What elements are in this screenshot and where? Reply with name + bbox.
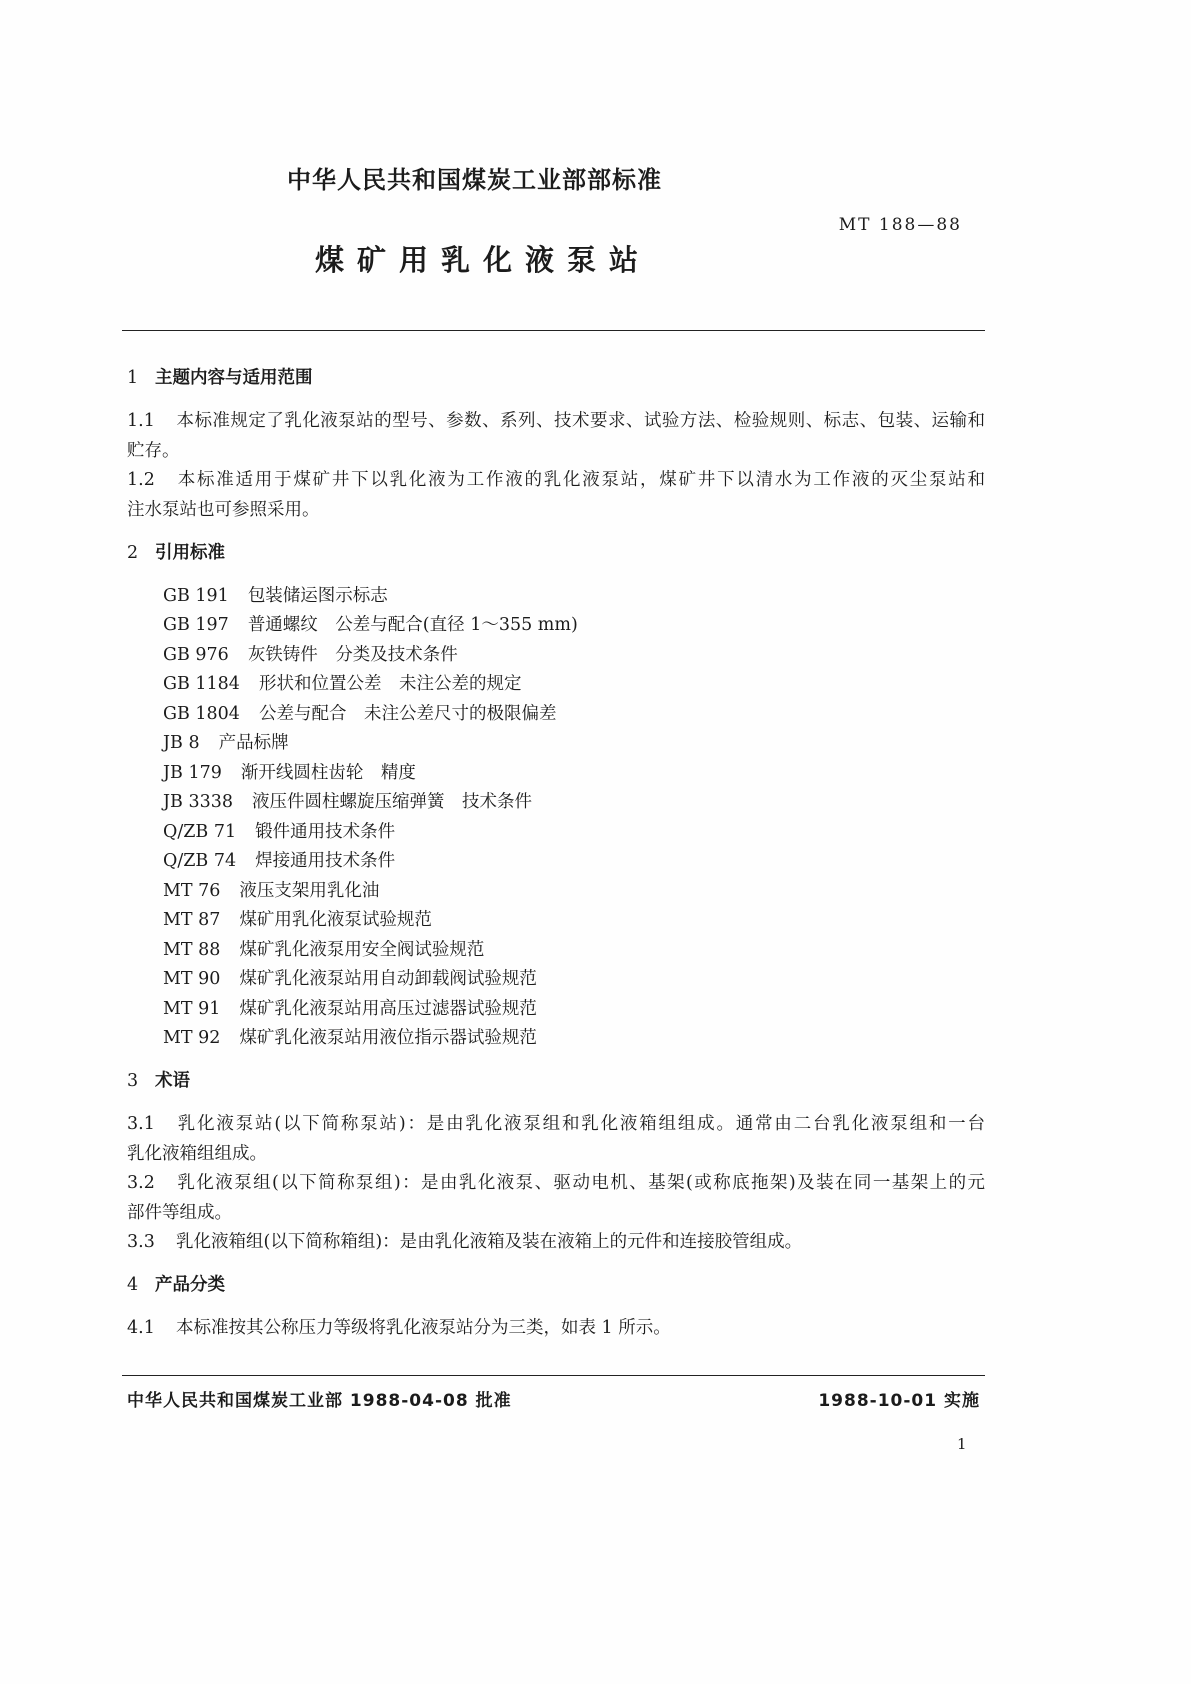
clause-line [127,1314,985,1344]
clause-text: 本标准适用于煤矿井下以乳化液为工作液的乳化液泵站，煤矿井下以清水为工作液的灭尘泵站和 [176,470,985,490]
document-body [127,364,985,1344]
reference-code: Q/ZB 74 [163,851,237,871]
issuing-authority-heading: 中华人民共和国煤炭工业部部标准 [287,166,662,194]
reference-code: MT 87 [163,910,221,930]
reference-title: 产品标牌 [218,733,289,753]
clause-text: 乳化液箱组(以下简称箱组)：是由乳化液箱及装在液箱上的元件和连接胶管组成。 [176,1232,803,1252]
reference-item [163,995,985,1025]
reference-item [163,670,985,700]
standard-number: MT 188—88 [838,215,962,235]
reference-code: GB 197 [163,615,229,635]
reference-item [163,906,985,936]
reference-item [163,936,985,966]
clause-1-2 [127,466,985,525]
reference-code: JB 8 [163,733,200,753]
clause-line [127,1228,985,1258]
reference-title: 煤矿乳化液泵站用自动卸载阀试验规范 [239,969,537,989]
reference-item [163,611,985,641]
footer-divider [122,1375,985,1376]
clause-text: 乳化液泵组(以下简称泵组)：是由乳化液泵、驱动电机、基架(或称底拖架)及装在同一基架上的元 [176,1173,985,1193]
section-title: 术语 [155,1071,190,1091]
reference-item [163,877,985,907]
reference-item [163,788,985,818]
section-heading-1 [127,364,985,394]
clause-number: 1.1 [127,411,155,431]
section-number: 1 [127,368,139,388]
clause-3-3 [127,1228,985,1258]
section-heading-2 [127,539,985,569]
reference-code: MT 91 [163,998,221,1019]
reference-title: 煤矿用乳化液泵试验规范 [239,910,432,930]
section-number: 2 [127,542,139,563]
reference-code: MT 76 [163,880,221,901]
reference-title: 普通螺纹 公差与配合(直径 1～355 mm) [247,615,578,635]
reference-code: MT 92 [163,1028,221,1048]
reference-title: 液压支架用乳化油 [239,880,380,901]
reference-code: MT 90 [163,969,221,989]
clause-line: 乳化液箱组组成。 [127,1143,267,1164]
clause-line [127,1110,985,1140]
clause-3-1 [127,1110,985,1169]
clause-line: 贮存。 [127,440,180,461]
clause-number: 1.2 [127,470,155,490]
reference-item [163,641,985,671]
reference-code: GB 1804 [163,703,240,724]
section-title: 引用标准 [155,542,225,563]
implementation-date: 1988-10-01 实施 [818,1391,980,1411]
clause-line [127,1169,985,1199]
reference-title: 焊接通用技术条件 [255,851,396,871]
reference-title: 渐开线圆柱齿轮 精度 [240,762,416,783]
clause-1-1 [127,407,985,466]
section-title: 主题内容与适用范围 [155,368,313,388]
clause-line: 注水泵站也可参照采用。 [127,499,320,520]
reference-code: Q/ZB 71 [163,821,237,842]
reference-code: GB 1184 [163,674,240,694]
reference-item [163,847,985,877]
header-divider [122,330,985,331]
clause-line: 部件等组成。 [127,1202,232,1223]
reference-list [127,582,985,1054]
section-number: 4 [127,1275,139,1295]
approval-statement: 中华人民共和国煤炭工业部 1988-04-08 批准 [127,1391,512,1411]
reference-code: JB 3338 [163,792,233,812]
page-number: 1 [957,1435,967,1453]
clause-3-2 [127,1169,985,1228]
clause-text: 乳化液泵站(以下简称泵站)：是由乳化液泵组和乳化液箱组组成。通常由二台乳化液泵组和一台 [176,1114,985,1134]
clause-number: 4.1 [127,1318,155,1338]
section-title: 产品分类 [155,1275,225,1295]
reference-item [163,759,985,789]
reference-item [163,700,985,730]
clause-line [127,466,985,496]
reference-item [163,1024,985,1054]
document-title: 煤矿用乳化液泵站 [315,243,652,277]
clause-text: 本标准按其公称压力等级将乳化液泵站分为三类，如表 1 所示。 [176,1318,671,1338]
reference-title: 煤矿乳化液泵用安全阀试验规范 [239,939,485,960]
reference-title: 公差与配合 未注公差尺寸的极限偏差 [258,703,557,724]
reference-title: 液压件圆柱螺旋压缩弹簧 技术条件 [251,792,532,812]
reference-item [163,818,985,848]
reference-code: MT 88 [163,939,221,960]
reference-code: GB 976 [163,644,229,665]
section-number: 3 [127,1071,139,1091]
reference-title: 包装储运图示标志 [247,585,388,606]
reference-title: 煤矿乳化液泵站用高压过滤器试验规范 [239,998,537,1019]
clause-text: 本标准规定了乳化液泵站的型号、参数、系列、技术要求、试验方法、检验规则、标志、包装、运输和 [176,411,985,431]
reference-code: GB 191 [163,585,229,606]
reference-item [163,965,985,995]
clause-4-1 [127,1314,985,1344]
reference-title: 形状和位置公差 未注公差的规定 [258,674,522,694]
reference-title: 灰铁铸件 分类及技术条件 [247,644,458,665]
reference-code: JB 179 [163,762,222,783]
clause-number: 3.2 [127,1173,155,1193]
clause-number: 3.3 [127,1232,155,1252]
clause-number: 3.1 [127,1114,155,1134]
reference-title: 锻件通用技术条件 [255,821,396,842]
section-heading-3 [127,1067,985,1097]
section-heading-4 [127,1271,985,1301]
reference-item [163,582,985,612]
clause-line [127,407,985,437]
reference-title: 煤矿乳化液泵站用液位指示器试验规范 [239,1028,537,1048]
reference-item [163,729,985,759]
